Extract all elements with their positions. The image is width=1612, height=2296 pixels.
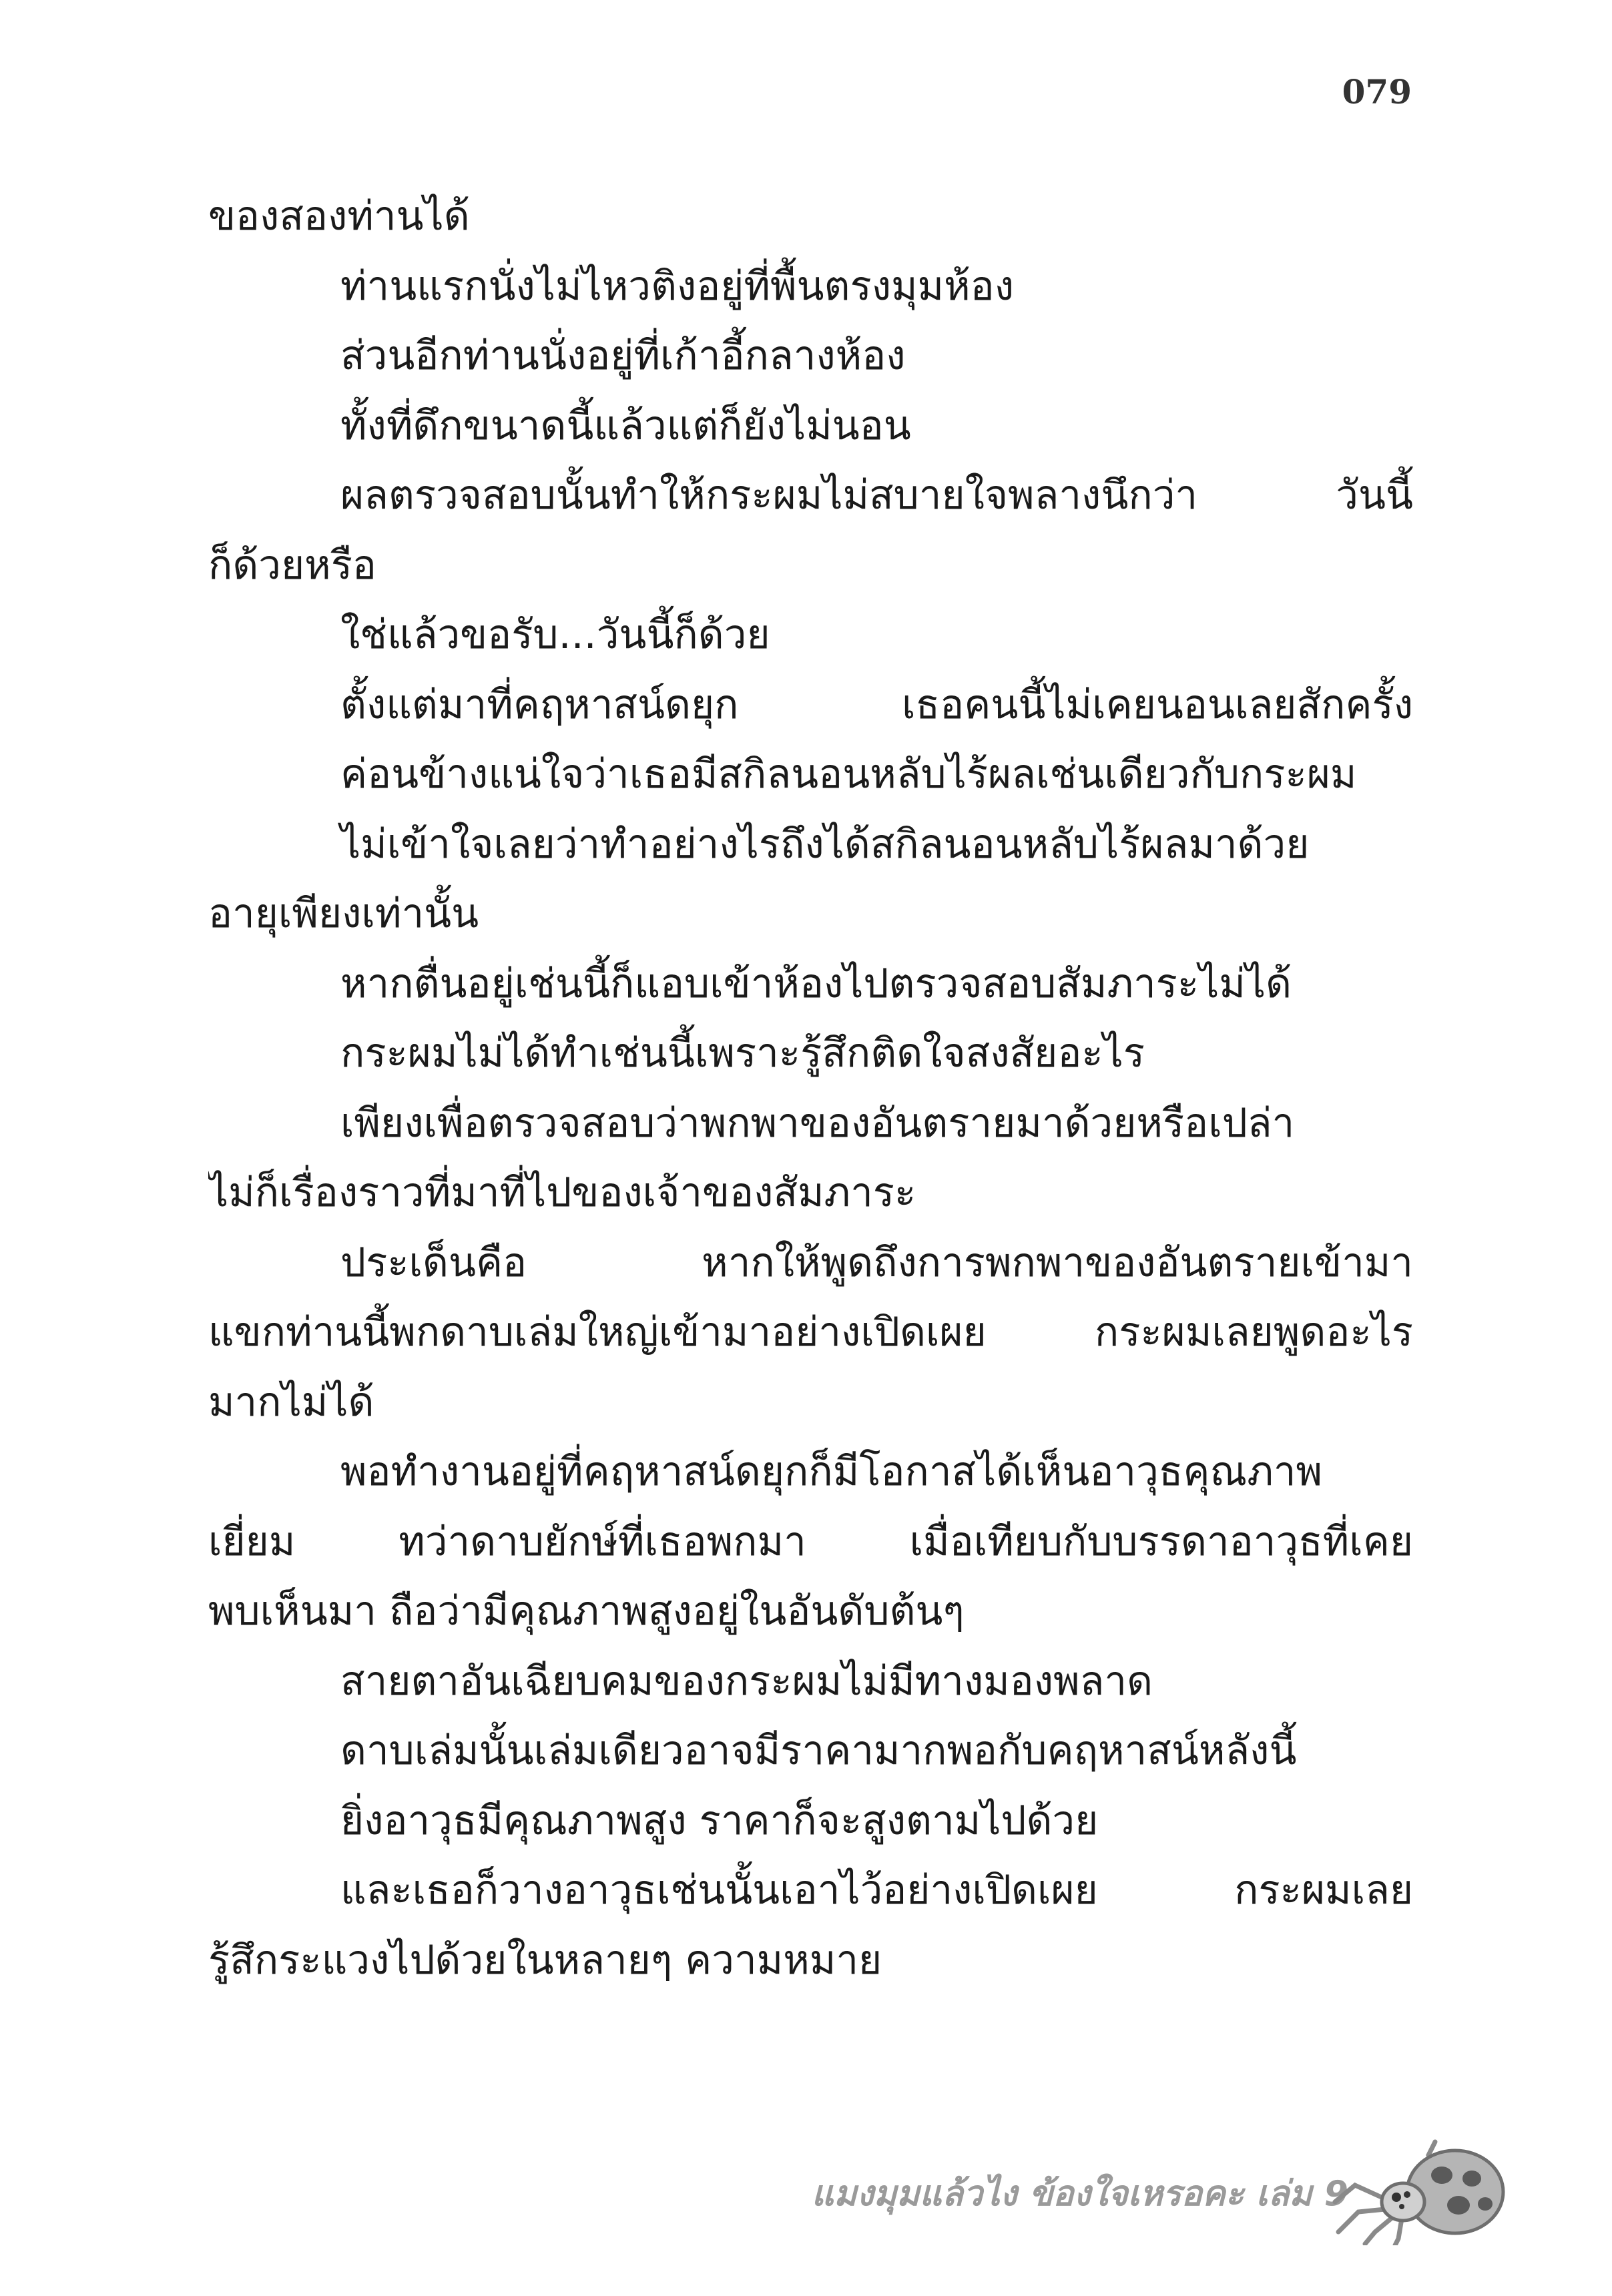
text-line: ส่วนอีกท่านนั่งอยู่ที่เก้าอี้กลางห้อง — [340, 332, 906, 379]
text-line: รู้สึกระแวงไปด้วยในหลายๆ ความหมาย — [208, 1936, 882, 1984]
spider-mascot-icon — [1328, 2138, 1509, 2245]
text-line: แขกท่านนี้พกดาบเล่มใหญ่เข้ามาอย่างเปิดเผย กระผมเลยพูดอะไร — [208, 1309, 1413, 1356]
text-line: ของสองท่านได้ — [208, 193, 470, 240]
text-line: ผลตรวจสอบนั้นทำให้กระผมไม่สบายใจพลางนึกว่า วันนี้ — [340, 472, 1413, 519]
text-line: ท่านแรกนั่งไม่ไหวติงอยู่ที่พื้นตรงมุมห้อง — [340, 262, 1014, 310]
text-line: ไม่เข้าใจเลยว่าทำอย่างไรถึงได้สกิลนอนหลับไร้ผลมาด้วย — [340, 820, 1310, 868]
text-line: และเธอก็วางอาวุธเช่นนั้นเอาไว้อย่างเปิดเผย กระผมเลย — [340, 1867, 1413, 1914]
text-line: กระผมไม่ได้ทำเช่นนี้เพราะรู้สึกติดใจสงสัยอะไร — [340, 1030, 1145, 1077]
page-number: 079 — [1342, 72, 1412, 111]
text-line: พบเห็นมา ถือว่ามีคุณภาพสูงอยู่ในอันดับต้นๆ — [208, 1588, 965, 1635]
text-line: อายุเพียงเท่านั้น — [208, 890, 479, 937]
text-line: เพียงเพื่อตรวจสอบว่าพกพาของอันตรายมาด้วยหรือเปล่า — [340, 1099, 1295, 1147]
text-line: ประเด็นคือ หากให้พูดถึงการพกพาของอันตรายเข้ามา — [340, 1239, 1413, 1286]
text-line: พอทำงานอยู่ที่คฤหาสน์ดยุกก็มีโอกาสได้เห็นอาวุธคุณภาพ — [340, 1448, 1322, 1495]
body-text — [208, 182, 1413, 1995]
running-footer — [754, 2138, 1509, 2245]
text-line: ใช่แล้วขอรับ...วันนี้ก็ด้วย — [340, 611, 770, 658]
book-title: แมงมุมแล้วไง ข้องใจเหรอคะ เล่ม 9 — [811, 2174, 1348, 2214]
text-line: ก็ด้วยหรือ — [208, 541, 376, 589]
text-line: ยิ่งอาวุธมีคุณภาพสูง ราคาก็จะสูงตามไปด้วย — [340, 1797, 1099, 1844]
text-line: ทั้งที่ดึกขนาดนี้แล้วแต่ก็ยังไม่นอน — [340, 402, 911, 449]
text-line: เยี่ยม ทว่าดาบยักษ์ที่เธอพกมา เมื่อเทียบกับบรรดาอาวุธที่เคย — [208, 1518, 1413, 1565]
text-line: ดาบเล่มนั้นเล่มเดียวอาจมีราคามากพอกับคฤหาสน์หลังนี้ — [340, 1727, 1297, 1774]
text-line: สายตาอันเฉียบคมของกระผมไม่มีทางมองพลาด — [340, 1657, 1153, 1705]
text-line: ตั้งแต่มาที่คฤหาสน์ดยุก เธอคนนี้ไม่เคยนอนเลยสักครั้ง — [340, 681, 1413, 728]
text-line: ค่อนข้างแน่ใจว่าเธอมีสกิลนอนหลับไร้ผลเช่นเดียวกับกระผม — [340, 751, 1357, 798]
text-line: หากตื่นอยู่เช่นนี้ก็แอบเข้าห้องไปตรวจสอบสัมภาระไม่ได้ — [340, 960, 1292, 1007]
text-line: ไม่ก็เรื่องราวที่มาที่ไปของเจ้าของสัมภาระ — [208, 1169, 916, 1216]
text-line: มากไม่ได้ — [208, 1378, 374, 1426]
